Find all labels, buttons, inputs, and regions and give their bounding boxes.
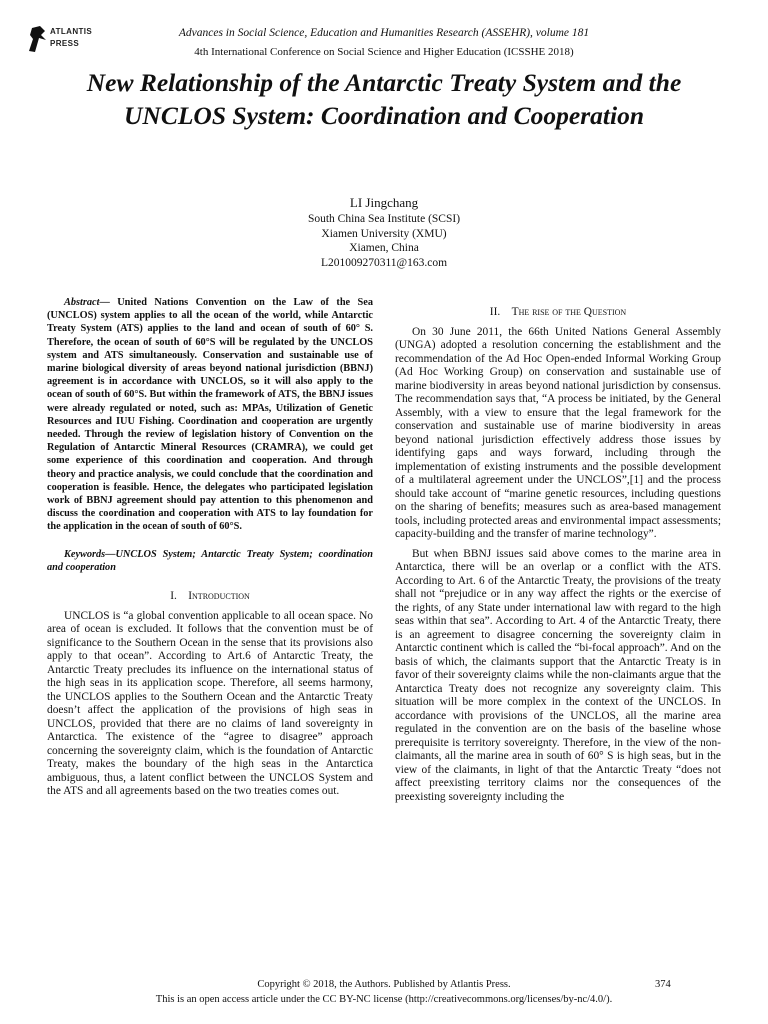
section-heading-rise-of-question [395, 306, 721, 320]
affiliation-line: South China Sea Institute (SCSI) [307, 213, 461, 225]
affiliation-block [0, 212, 768, 270]
body-paragraph: UNCLOS is “a global convention applicable to all ocean space. No area of ocean is excluded. It follows that the convention must be of significance to the Southern Ocean in the sense that its provisions also apply to that ocean”. According to Art.6 of Antarctic Treaty, the Antarctic Treaty precludes its influence on the international status of the high seas in its application scope. Therefore, all seems harmony, the UNCLOS applies to the Southern Ocean and the Antarctic Treaty doesn’t affect the application of the provisions of high seas in UNCLOS, provided that there are no claims of land sovereignty in Antarctica. The existence of the “agree to disagree” approach concerning the sovereignty claim, which is the foundation of Antarctic Treaty, makes the boundary of the high seas in the Antarctica ambiguous, thus, a latent conflict between the UNCLOS System and the ATS and all agreements based on the two treaties comes out. [47, 609, 373, 798]
section-number: II. [489, 306, 501, 318]
abstract-label: Abstract [64, 297, 100, 308]
paper-title: New Relationship of the Antarctic Treaty System and the UNCLOS System: Coordination and Cooperation [86, 68, 682, 130]
section-heading-introduction [47, 590, 373, 604]
left-column [47, 296, 373, 799]
logo-line-2: PRESS [50, 39, 80, 48]
page-number: 374 [655, 979, 671, 990]
right-column [395, 306, 721, 804]
license-notice: This is an open access article under the CC BY-NC license (http://creativecommons.org/licenses/by-nc/4.0/). [155, 994, 613, 1005]
keywords: Keywords—UNCLOS System; Antarctic Treaty System; coordination and cooperation [47, 548, 373, 573]
affiliation-line: Xiamen, China [349, 242, 419, 254]
abstract [47, 296, 373, 534]
section-title: Introduction [188, 590, 250, 603]
affiliation-line: Xiamen University (XMU) [321, 227, 447, 240]
author-email[interactable]: L201009270311@163.com [320, 256, 448, 269]
copyright-notice: Copyright © 2018, the Authors. Published by Atlantis Press. [257, 979, 511, 990]
body-paragraph: But when BBNJ issues said above comes to the marine area in Antarctica, there will be an overlap or a conflict with the ATS. According to Art. 6 of the Antarctic Treaty, the provisions of the treaty shall not “prejudice or in any way affect the rights or the exercise of the rights, of any State under international law with regard to the high seas within that sea”. According to Art. 4 of the Antarctic Treaty, there is an agreement to disagree concerning the sovereignty claim in Antarctic continent which is called the “bi-focal approach”. And on the basis of which, the claimants support that the Antarctic Treaty is in favor of their sovereignty claims while the non-claimants argue that the Antarctica Treaty does not recognize any sovereignty claim. This situation will be more complex in the context of the UNCLOS. In accordance with provisions of the UNCLOS, all the marine area regulated in the convention are on the basis of the baseline whose prerequisite is territory sovereignty. Therefore, in the view of the non-claimants, all the marine area in south of 60° S is high seas, but in the view of the claimants, in light of that the Antarctic Treaty “does not affect preexisting territory claims nor the consequences of the preexisting sovereignty including the [395, 547, 721, 803]
body-paragraph: On 30 June 2011, the 66th United Nations General Assembly (UNGA) adopted a resolution concerning the establishment and the recommendation of the Ad Hoc Open-ended Informal Working Group (Ad Hoc Working Group) on conservation and sustainable use of marine biodiversity in areas beyond national jurisdiction by consensus. The recommendation says that, “A process be initiated, by the General Assembly, with a view to ensure that the legal framework for the conservation and sustainable use of marine biodiversity in areas beyond national jurisdiction effectively address those issues by identifying gaps and ways forward, including through the implementation of existing instruments and the possible development of a multilateral agreement under the UNCLOS”,[1] and the process should take account of “marine genetic resources, including questions on the sharing of benefits; measures such as area-based management tools, including protected areas and environmental impact assessments; capacity-building and the transfer of marine technology”. [395, 325, 721, 540]
section-title: The rise of the Question [511, 306, 627, 318]
abstract-dash: — [99, 297, 118, 308]
abstract-text: United Nations Convention on the Law of the Sea (UNCLOS) system applies to all the ocean of the world, while Antarctic Treaty System (ATS) applies to the land and ocean of south of 60° S. Therefore, the ocean of south of 60°S will be regulated by the UNCLOS system and ATS simultaneously. Conservation and sustainable use of marine biological diversity of areas beyond national jurisdiction (BBNJ) agreement is in accordance with UNCLOS, so it will also apply to the ocean of south of 60°S. But within the framework of ATS, the BBNJ issues were already regulated or noted, such as: MPAs, Utilization of Genetic Resources and IUU Fishing. Coordination and cooperation are urgently needed. Through the review of legislation history of Convention on the Regulation of Antarctic Mineral Resources (CRAMRA), we could get some experience of this coordination and cooperation. And through theory and practice analysis, we could conclude that the coordination and cooperation is feasible. Hence, the delegates who participated legislation work of BBNJ agreement should pay attention to this phenomenon and discuss the coordination and cooperation with ATS to lay foundation for the application in the ocean of south of 60°S. [47, 297, 374, 533]
logo-line-1: ATLANTIS [50, 27, 93, 36]
section-number: I. [170, 590, 177, 603]
journal-header: Advances in Social Science, Education and Humanities Research (ASSEHR), volume 181 [178, 27, 590, 39]
author-name: LI Jingchang [349, 195, 419, 210]
conference-header: 4th International Conference on Social Science and Higher Education (ICSSHE 2018) [194, 46, 574, 58]
